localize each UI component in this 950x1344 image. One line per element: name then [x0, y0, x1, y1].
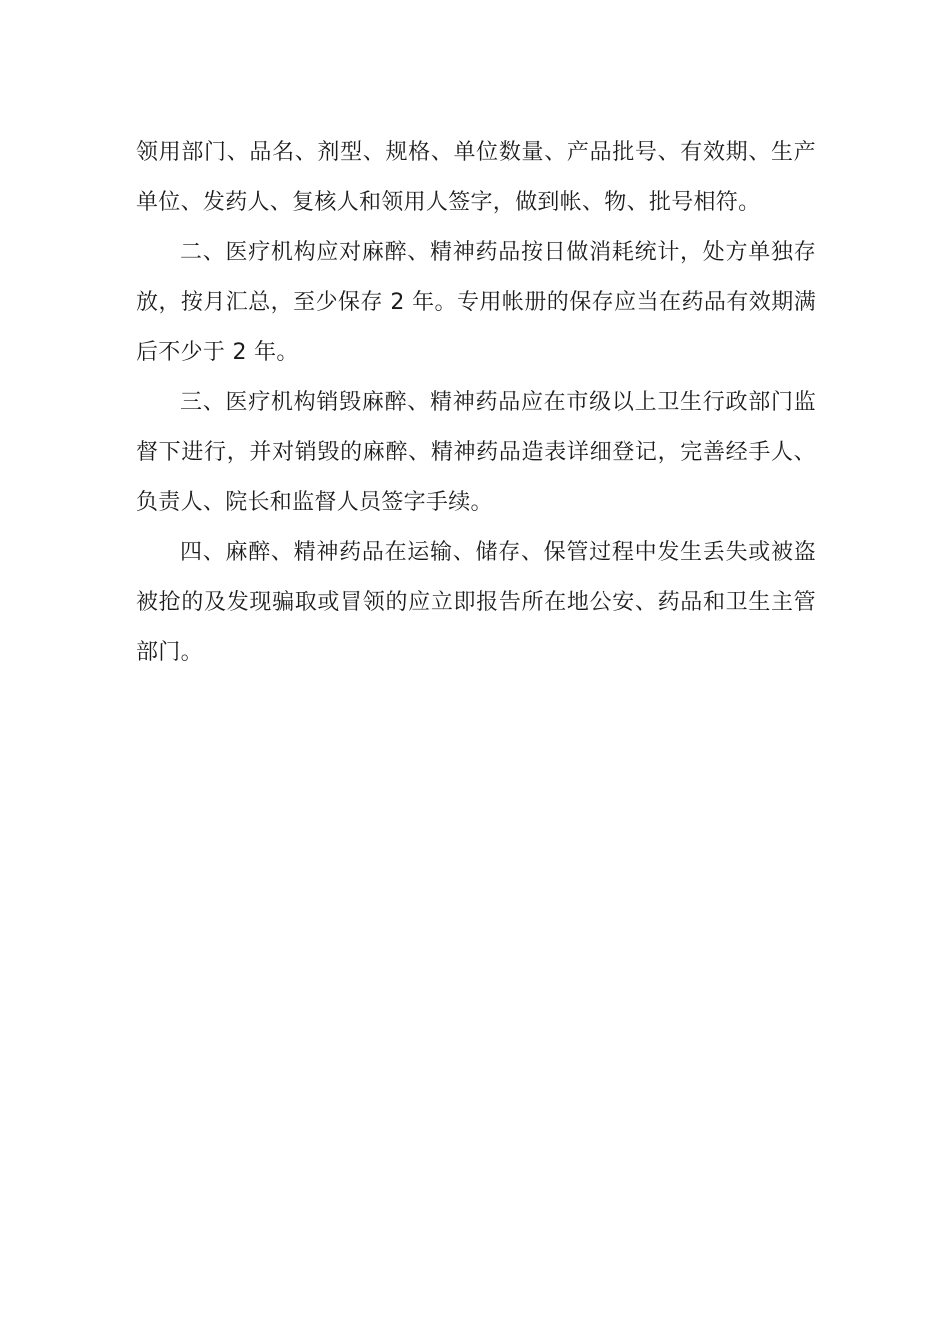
paragraph-item-3: 三、医疗机构销毁麻醉、精神药品应在市级以上卫生行政部门监督下进行，并对销毁的麻醉、精神药品造表详细登记，完善经手人、负责人、院长和监督人员签字手续。 [136, 390, 816, 515]
paragraph-item-2: 二、医疗机构应对麻醉、精神药品按日做消耗统计，处方单独存放，按月汇总，至少保存 2 年。专用帐册的保存应当在药品有效期满后不少于 2 年。 [136, 240, 816, 365]
document-body [136, 128, 816, 678]
paragraph-continuation: 领用部门、品名、剂型、规格、单位数量、产品批号、有效期、生产单位、发药人、复核人和领用人签字，做到帐、物、批号相符。 [136, 140, 816, 215]
paragraph-item-4: 四、麻醉、精神药品在运输、储存、保管过程中发生丢失或被盗被抢的及发现骗取或冒领的应立即报告所在地公安、药品和卫生主管部门。 [136, 540, 816, 665]
